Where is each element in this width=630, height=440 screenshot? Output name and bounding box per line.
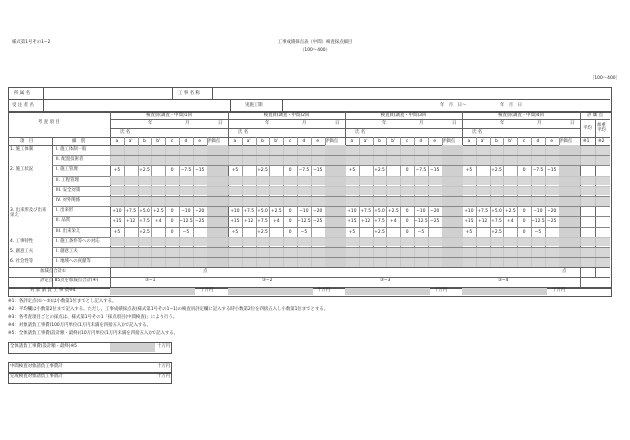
grade-value: −7.5 (415, 168, 427, 174)
grade-value: +5 (348, 168, 356, 174)
score-note2: ※2 (598, 139, 605, 144)
grade-value: −10 (416, 209, 426, 215)
grade-value: +2.5 (491, 229, 502, 235)
inspect2-label: 検査員(調査・中間)2回 (263, 113, 310, 118)
grade-value: 0 (288, 229, 292, 235)
grade-value: −10 (299, 209, 309, 215)
grade-value: 0 (288, 209, 292, 215)
grade-value: +4 (507, 219, 514, 225)
weighted-avg-label: 加重平均 (597, 123, 606, 133)
grade-header: e (433, 139, 437, 144)
row-detail: III. 安全対策 (56, 187, 81, 193)
date-day: 日 (452, 121, 457, 126)
grade-value: −20 (195, 209, 205, 215)
grade-value: +15 (230, 219, 240, 225)
grade-value: +7.5 (125, 209, 137, 215)
unit: 十万円 (552, 288, 566, 293)
grade-value: +2.5 (139, 168, 150, 174)
grade-value: +12 (478, 219, 488, 225)
implementer-label: 実施工期 (245, 103, 263, 108)
date-year: 年 (265, 121, 270, 126)
grade-value: +10 (230, 209, 240, 215)
date-month: 月 (419, 121, 424, 126)
score-label: 評 価 点 (587, 113, 603, 118)
name-label: 氏 名 (355, 130, 366, 135)
row-detail: I. 出来形 (56, 208, 74, 214)
grade-value: +2.5 (152, 209, 164, 215)
grade-value: +5 (231, 168, 239, 174)
grade-value: −5 (300, 229, 308, 235)
grade-header: d (184, 139, 188, 144)
grade-header: 評価点 (206, 139, 221, 144)
inspect1-label: 検査員(調査・中間)1回 (146, 113, 192, 118)
grade-value: +2.5 (387, 209, 399, 215)
grade-header: e (316, 139, 320, 144)
grade-value: +5 (113, 168, 121, 174)
unit: 十万円 (157, 364, 171, 369)
grade-value: +2.5 (491, 168, 502, 174)
inspect4-label: 検査員(調査・中間)4回 (498, 113, 544, 118)
grade-value: +5 (113, 229, 121, 235)
row-item: 2. 施工状況 (10, 167, 34, 173)
row-detail: II. 工程管理 (56, 177, 79, 183)
unit: 十万円 (157, 344, 171, 349)
kasan-total-label: 加減点合計① (40, 269, 66, 274)
grade-value: −7.5 (532, 168, 544, 174)
row-detail: I. 施工管理 (56, 167, 78, 173)
period-from: 年 月 日〜 (440, 103, 467, 108)
grade-value: −12.5 (414, 219, 428, 225)
grade-value: −25 (195, 219, 205, 225)
row-item: 3. 出来形及び出来栄え (10, 208, 47, 219)
grade-value: 0 (405, 168, 409, 174)
grade-header: d (419, 139, 423, 144)
item-header: 項 目 (20, 139, 34, 144)
grade-value: +4 (273, 219, 280, 225)
grade-value: −10 (181, 209, 191, 215)
grade-header: b' (508, 139, 513, 144)
grade-header: b (495, 139, 498, 144)
circle-3: ③−3 (380, 278, 391, 283)
grade-value: −7.5 (180, 168, 192, 174)
grade-value: 0 (405, 209, 409, 215)
grade-value: −15 (430, 168, 440, 174)
grade-header: b' (274, 139, 279, 144)
page-subtitle: （100〜400） (300, 48, 330, 53)
date-year: 年 (382, 121, 387, 126)
grade-value: 0 (170, 168, 174, 174)
grade-value: +5 (348, 229, 356, 235)
row-detail: I. 施工条件等への対応 (56, 238, 100, 244)
grade-value: 0 (522, 219, 526, 225)
grade-value: +12 (361, 219, 371, 225)
grade-header: a (115, 139, 119, 144)
grade-value: +7.5 (243, 209, 255, 215)
note-5: ※5：全体請負工事費(設計額・最終)(10万円単位(1万円未満を四捨五入))で記入する。 (8, 331, 179, 336)
name-label: 氏 名 (472, 130, 483, 135)
grade-header: c (288, 139, 292, 144)
grade-value: −12.5 (179, 219, 193, 225)
date-month: 月 (185, 121, 190, 126)
grade-header: 評価点 (324, 139, 339, 144)
grade-header: b (261, 139, 264, 144)
note-2: ※2：平均欄は小数第2位まで記入する。ただし、工事成績採点表(様式第1号その1−1)の検査員評定欄に記入する時小数第2位を四捨五入し小数第1位までとする。 (8, 307, 329, 312)
row-item: 5. 創意工夫 (10, 249, 34, 254)
grade-header: c (405, 139, 409, 144)
contractor-label: 受 注 者 名 (12, 103, 34, 108)
grade-header: a (350, 139, 354, 144)
detail-header: 細 別 (72, 139, 86, 144)
grade-header: a (467, 139, 471, 144)
date-month: 月 (302, 121, 307, 126)
grade-header: e (198, 139, 202, 144)
date-day: 日 (570, 121, 575, 126)
grade-header: d (536, 139, 540, 144)
grade-value: 0 (170, 209, 174, 215)
grade-value: +10 (347, 209, 357, 215)
grade-header: c (170, 139, 174, 144)
date-year: 年 (500, 121, 505, 126)
row-detail: I. 地域への貢献等 (56, 259, 91, 265)
total-cost-label: 全体請負工事費(設計額・最終)※5 (10, 344, 77, 349)
range-note: ［100〜400］ (590, 76, 620, 81)
grade-value: 0 (288, 168, 292, 174)
score-note1: ※1 (583, 139, 590, 144)
target-price-label: 対 象 請 負 工 事 費※4 (30, 288, 76, 293)
grade-header: a' (246, 139, 251, 144)
grade-value: +7.5 (360, 209, 372, 215)
grade-header: d (302, 139, 306, 144)
row-detail: II. 配置技術者 (56, 157, 84, 163)
grade-value: +5 (465, 168, 473, 174)
grade-header: c (522, 139, 526, 144)
grade-header: b' (156, 139, 161, 144)
grade-value: +2.5 (374, 229, 385, 235)
check-items-label: 考 査 項 目 (38, 120, 60, 125)
grade-value: +4 (390, 219, 397, 225)
grade-value: +12 (244, 219, 254, 225)
grade-value: −15 (547, 168, 557, 174)
circle-2: ③−2 (262, 278, 273, 283)
avg-label: 平均 (583, 126, 592, 131)
grade-value: −5 (417, 229, 425, 235)
grade-value: −20 (313, 209, 323, 215)
grade-value: +15 (112, 219, 122, 225)
grade-header: e (550, 139, 554, 144)
date-month: 月 (537, 121, 542, 126)
grade-value: −5 (534, 229, 542, 235)
name-label: 氏 名 (238, 130, 249, 135)
grade-header: a' (128, 139, 133, 144)
grade-value: −15 (313, 168, 323, 174)
point-unit: 点 (203, 269, 208, 274)
eval-total-label: 評定点 85点を加減点合計(④) (40, 278, 99, 283)
unit: 十万円 (200, 288, 214, 293)
unit: 十万円 (317, 288, 331, 293)
row-detail: IV. 対外関係 (56, 198, 81, 203)
grade-value: +7.5 (477, 209, 489, 215)
note-4: ※4：対象請負工事費(100万円単位(1万円未満を四捨五入))で記入する。 (8, 323, 152, 328)
grade-value: 0 (522, 229, 526, 235)
grade-value: +2.5 (257, 168, 268, 174)
row-item: 1. 施工体制 (10, 147, 34, 152)
name-label: 氏 名 (120, 130, 131, 135)
mid-cost-label: 中間検査対象請負工事費計 (10, 364, 63, 369)
grade-value: −5 (182, 229, 190, 235)
work-name-label: 工 事 名 称 (178, 91, 200, 96)
grade-value: −25 (430, 219, 440, 225)
completed-cost-label: 完成検査対象請負工事費計 (10, 374, 63, 379)
row-item: 6. 社会性等 (10, 259, 34, 265)
grade-header: 評価点 (441, 139, 456, 144)
grade-header: b' (391, 139, 396, 144)
date-day: 日 (218, 121, 223, 126)
circle-4: ③−4 (498, 278, 509, 283)
grade-value: +2.5 (270, 209, 282, 215)
point-unit: 点 (562, 269, 567, 274)
note-1: ※1：各評定点(①〜⑤)は小数第1位までとし記入する。 (8, 299, 117, 304)
row-detail: I. 創意工夫 (56, 249, 78, 254)
grade-value: +2.5 (374, 168, 385, 174)
page-title: 工事成績採点表（中間）検査採点細目 (277, 40, 353, 45)
grade-value: +15 (347, 219, 357, 225)
row-detail: III. 出来栄え (56, 228, 81, 234)
circle-1: ③−1 (145, 278, 156, 283)
grade-value: 0 (288, 219, 292, 225)
grade-value: +5 (465, 229, 473, 235)
grade-value: +7.5 (491, 219, 502, 225)
grade-header: a (233, 139, 237, 144)
row-detail: I. 施工体制一般 (56, 147, 87, 152)
grade-header: a' (480, 139, 485, 144)
grade-value: −25 (313, 219, 323, 225)
unit: 十万円 (157, 374, 171, 379)
grade-header: a' (363, 139, 368, 144)
grade-value: +7.5 (257, 219, 268, 225)
grade-value: +2.5 (504, 209, 516, 215)
grade-value: −25 (547, 219, 557, 225)
row-detail: II. 品質 (56, 218, 71, 224)
grade-value: −12.5 (531, 219, 545, 225)
unit: 十万円 (434, 288, 448, 293)
grade-value: −20 (430, 209, 440, 215)
row-item: 4. 工事特性 (10, 238, 34, 244)
grade-value: +5.0 (491, 209, 502, 215)
office-label: 所 属 名 (14, 91, 30, 96)
grade-header: b (143, 139, 146, 144)
form-number: 様式第1号その1−2 (12, 40, 51, 45)
grade-value: 0 (405, 229, 409, 235)
inspect3-label: 検査員(調査・中間)3回 (380, 113, 427, 118)
grade-value: −10 (533, 209, 543, 215)
grade-value: 0 (522, 168, 526, 174)
date-day: 日 (335, 121, 340, 126)
grade-value: +5.0 (374, 209, 385, 215)
grade-value: +7.5 (374, 219, 385, 225)
note-3: ※3：各考査項目ごとの採点は、様式第1号その1「採点項目(中間検査)」により行う。 (8, 315, 178, 320)
grade-value: −12.5 (297, 219, 311, 225)
grade-value: +2.5 (257, 229, 268, 235)
grade-value: +10 (464, 209, 474, 215)
date-year: 年 (148, 121, 153, 126)
grade-value: 0 (170, 219, 174, 225)
grade-header: b (378, 139, 381, 144)
grade-value: −15 (195, 168, 205, 174)
grade-value: +10 (112, 209, 122, 215)
grade-value: 0 (522, 209, 526, 215)
grade-value: +4 (155, 219, 162, 225)
grade-value: +12 (126, 219, 136, 225)
period-to: 年 月 日 (500, 103, 522, 108)
grade-value: 0 (405, 219, 409, 225)
grade-value: −7.5 (298, 168, 310, 174)
grade-value: +7.5 (139, 219, 150, 225)
grade-value: +15 (464, 219, 474, 225)
grade-value: +5.0 (139, 209, 150, 215)
grade-value: 0 (170, 229, 174, 235)
top-info-box (8, 87, 612, 113)
grade-value: +2.5 (139, 229, 150, 235)
grade-value: −20 (547, 209, 557, 215)
grade-value: +5 (231, 229, 239, 235)
grade-value: +5.0 (257, 209, 268, 215)
grade-header: 評価点 (558, 139, 573, 144)
